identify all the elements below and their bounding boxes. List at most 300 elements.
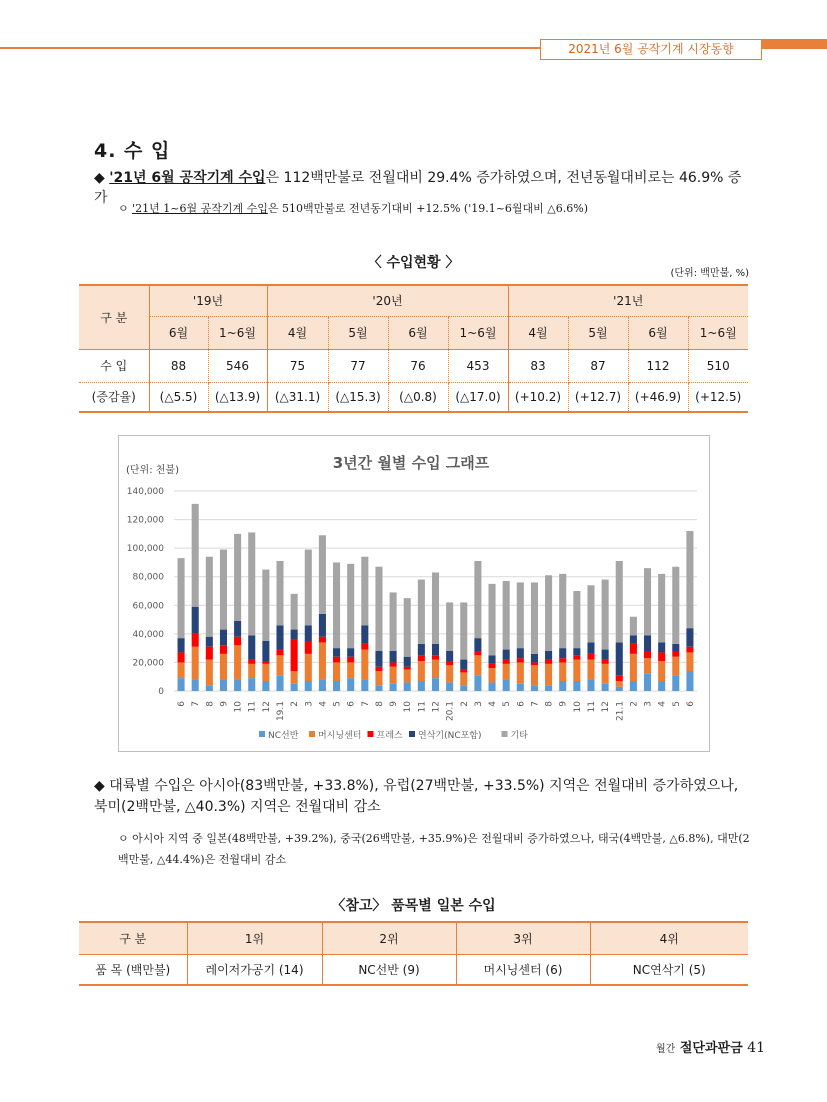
chart-bar-segment	[206, 637, 213, 647]
chart-bar-segment	[672, 651, 679, 657]
chart-bar-segment	[573, 655, 580, 659]
chart-bar-segment	[489, 655, 496, 664]
chart-bar-segment	[460, 685, 467, 691]
chart-bar-segment	[658, 661, 665, 681]
chart-bar-segment	[531, 582, 538, 653]
chart-bar-segment	[474, 655, 481, 675]
chart-bar-segment	[404, 657, 411, 667]
chart-bar-segment	[616, 675, 623, 681]
chart-bar-segment	[206, 685, 213, 691]
chart-bar-segment	[474, 561, 481, 638]
chart-bar-segment	[234, 534, 241, 621]
chart-x-tick: 12	[601, 701, 612, 713]
chart-bar-segment	[517, 658, 524, 662]
region-bullet	[94, 776, 754, 818]
chart-x-tick: 4	[488, 701, 499, 707]
chart-bar-segment	[418, 655, 425, 661]
chart-bar-segment	[559, 574, 566, 648]
table-cell: 83	[508, 349, 568, 382]
table-cell: (△5.5)	[149, 382, 208, 412]
chart-bar-segment	[178, 558, 185, 638]
chart-bar-segment	[531, 665, 538, 685]
chart-bar-segment	[390, 684, 397, 691]
chart-title: 3년간 월별 수입 그래프	[332, 454, 490, 472]
period-header: 1~6월	[448, 316, 508, 349]
chart-bar-segment	[658, 681, 665, 691]
chart-bar-segment	[276, 675, 283, 691]
table-cell: (△31.1)	[267, 382, 328, 412]
section-title: 4. 수 입	[94, 140, 171, 162]
japan-table-header: 3위	[456, 922, 590, 954]
chart-bar-segment	[644, 658, 651, 674]
chart-x-tick: 7	[530, 701, 541, 707]
region-sub-bullet	[118, 828, 758, 870]
chart-bar-segment	[319, 614, 326, 637]
table-cell: 453	[448, 349, 508, 382]
header-tab-shape	[762, 39, 827, 49]
summary-highlight: '21년 6월 공작기계 수입	[109, 170, 266, 186]
chart-bar-segment	[276, 625, 283, 649]
table-cell: (△0.8)	[388, 382, 448, 412]
chart-bar-segment	[390, 592, 397, 651]
chart-x-tick: 12	[431, 701, 442, 713]
japan-table-header: 4위	[590, 922, 748, 954]
chart-bar-segment	[347, 648, 354, 657]
chart-x-tick: 8	[544, 701, 555, 707]
year-header: '19년	[149, 285, 267, 316]
chart-bar-segment	[291, 684, 298, 691]
japan-table-header: 2위	[322, 922, 456, 954]
chart-bar-segment	[474, 675, 481, 691]
chart-bar-segment	[517, 582, 524, 648]
chart-bar-segment	[206, 660, 213, 686]
chart-bar-segment	[333, 562, 340, 648]
legend-swatch	[368, 731, 374, 737]
chart-y-tick: 100,000	[126, 544, 164, 555]
chart-bar-segment	[573, 681, 580, 691]
diamond-bullet-icon: ◆	[94, 778, 105, 794]
chart-bar-segment	[446, 682, 453, 691]
chart-bar-segment	[262, 661, 269, 664]
chart-bar-segment	[686, 652, 693, 671]
chart-x-tick: 7	[360, 701, 371, 707]
table-cell: 88	[149, 349, 208, 382]
chart-bar-segment	[489, 664, 496, 668]
table-cell: (△15.3)	[328, 382, 388, 412]
period-header: 4월	[508, 316, 568, 349]
summary-sub-bullet	[118, 200, 588, 216]
table-corner: 구 분	[79, 285, 149, 349]
chart-x-tick: 8	[374, 701, 385, 707]
row-label: 수 입	[79, 349, 149, 382]
table-cell: (+12.5)	[688, 382, 748, 412]
chart-x-tick: 11	[586, 701, 597, 713]
chart-bar-segment	[418, 661, 425, 681]
chart-bar-segment	[545, 664, 552, 685]
chart-bar-segment	[319, 680, 326, 691]
year-header: '21년	[508, 285, 748, 316]
chart-bar-segment	[404, 667, 411, 670]
japan-table-title: 〈참고〉 품목별 일본 수입	[331, 898, 496, 914]
chart-y-tick: 40,000	[132, 629, 164, 640]
chart-bar-segment	[460, 602, 467, 659]
legend-label: 프레스	[376, 731, 403, 741]
chart-bar-segment	[432, 678, 439, 691]
chart-bar-segment	[432, 660, 439, 679]
chart-bar-segment	[234, 680, 241, 691]
chart-bar-segment	[545, 575, 552, 651]
table-cell: (△13.9)	[208, 382, 267, 412]
chart-bar-segment	[333, 648, 340, 657]
chart-y-tick: 80,000	[132, 572, 164, 583]
chart-bar-segment	[234, 645, 241, 679]
period-header: 4월	[267, 316, 328, 349]
chart-bar-segment	[503, 660, 510, 664]
table-cell: 75	[267, 349, 328, 382]
chart-x-tick: 2	[459, 701, 470, 707]
page-number: 41	[747, 1040, 765, 1056]
japan-table-cell: 품 목 (백만불)	[79, 954, 187, 985]
chart-bar-segment	[390, 662, 397, 666]
table-cell: (△17.0)	[448, 382, 508, 412]
japan-import-table	[79, 921, 748, 986]
chart-bar-segment	[489, 682, 496, 691]
legend-swatch	[409, 731, 415, 737]
chart-bar-segment	[305, 625, 312, 641]
chart-x-tick: 3	[643, 701, 654, 707]
chart-bar-segment	[587, 642, 594, 653]
chart-bar-segment	[602, 664, 609, 684]
chart-y-label: (단위: 천불)	[126, 465, 179, 476]
import-table-title: 〈 수입현황 〉	[367, 255, 460, 271]
summary-text: 은 112백만불로 전월대비 29.4% 증가하였으며, 전년동월대비로는 46.9% 증가	[94, 170, 742, 206]
chart-bar-segment	[545, 651, 552, 660]
period-header: 5월	[568, 316, 628, 349]
chart-bar-segment	[178, 652, 185, 662]
chart-bar-segment	[602, 660, 609, 664]
chart-bar-segment	[559, 662, 566, 681]
circle-bullet-icon: ㅇ	[118, 832, 129, 845]
chart-x-tick: 4	[318, 701, 329, 707]
period-header: 6월	[628, 316, 688, 349]
chart-bar-segment	[361, 557, 368, 626]
chart-x-tick: 12	[261, 701, 272, 713]
chart-x-tick: 6	[516, 701, 527, 707]
chart-bar-segment	[291, 630, 298, 640]
chart-bar-segment	[630, 635, 637, 644]
chart-bar-segment	[672, 644, 679, 651]
monthly-import-chart	[118, 435, 710, 752]
chart-bar-segment	[446, 661, 453, 665]
chart-x-tick: 3	[304, 701, 315, 707]
chart-bar-segment	[658, 574, 665, 643]
chart-bar-segment	[276, 561, 283, 625]
chart-bar-segment	[234, 621, 241, 637]
table-cell: 112	[628, 349, 688, 382]
japan-table-cell: 레이저가공기 (14)	[187, 954, 322, 985]
chart-x-tick: 6	[346, 701, 357, 707]
chart-bar-segment	[474, 638, 481, 651]
chart-bar-segment	[361, 644, 368, 650]
region-sub-text: 아시아 지역 중 일본(48백만불, +39.2%), 중국(26백만불, +35.9%)은 전월대비 증가하였으나, 태국(4백만불, △6.8%), 대만(2백만불, △44.4%)은 전월대비 감소	[118, 832, 750, 866]
chart-bar-segment	[489, 668, 496, 682]
chart-bar-segment	[686, 647, 693, 653]
chart-bar-segment	[573, 591, 580, 648]
chart-y-tick: 120,000	[126, 515, 164, 526]
chart-bar-segment	[658, 652, 665, 661]
chart-bar-segment	[517, 648, 524, 658]
chart-bar-segment	[262, 570, 269, 641]
chart-bar-segment	[489, 584, 496, 655]
legend-label: NC선반	[268, 731, 299, 741]
japan-table-cell: NC선반 (9)	[322, 954, 456, 985]
chart-bar-segment	[602, 684, 609, 691]
diamond-bullet-icon: ◆	[94, 170, 105, 186]
chart-bar-segment	[432, 572, 439, 643]
chart-x-tick: 6	[177, 701, 188, 707]
table-cell: 87	[568, 349, 628, 382]
chart-bar-segment	[333, 681, 340, 691]
chart-y-tick: 20,000	[132, 658, 164, 669]
chart-bar-segment	[630, 644, 637, 654]
chart-bar-segment	[375, 671, 382, 685]
chart-bar-segment	[361, 650, 368, 680]
legend-label: 머시닝센터	[318, 731, 362, 741]
chart-x-tick: 10	[403, 701, 414, 713]
chart-bar-segment	[178, 678, 185, 691]
chart-bar-segment	[375, 651, 382, 667]
chart-bar-segment	[375, 667, 382, 671]
chart-bar-segment	[319, 642, 326, 679]
chart-bar-segment	[305, 681, 312, 691]
table-cell: (+12.7)	[568, 382, 628, 412]
chart-bar-segment	[686, 531, 693, 628]
chart-bar-segment	[503, 680, 510, 691]
chart-bar-segment	[418, 681, 425, 691]
chart-bar-segment	[305, 654, 312, 681]
chart-bar-segment	[630, 617, 637, 636]
legend-swatch	[309, 731, 315, 737]
chart-bar-segment	[630, 654, 637, 681]
chart-bar-segment	[672, 657, 679, 676]
chart-bar-segment	[319, 535, 326, 614]
table-cell: (+10.2)	[508, 382, 568, 412]
chart-bar-segment	[644, 651, 651, 658]
chart-x-tick: 6	[685, 701, 696, 707]
chart-bar-segment	[347, 657, 354, 663]
chart-x-tick: 21.1	[615, 701, 626, 722]
chart-bar-segment	[404, 598, 411, 657]
chart-bar-segment	[446, 602, 453, 651]
table-cell: 76	[388, 349, 448, 382]
period-header: 6월	[388, 316, 448, 349]
chart-y-tick: 60,000	[132, 601, 164, 612]
chart-bar-segment	[248, 660, 255, 664]
chart-x-tick: 9	[389, 701, 400, 707]
chart-bar-segment	[234, 637, 241, 646]
chart-x-tick: 5	[671, 701, 682, 707]
chart-bar-segment	[375, 685, 382, 691]
japan-table-cell: 머시닝센터 (6)	[456, 954, 590, 985]
chart-x-tick: 20.1	[445, 701, 456, 722]
chart-bar-segment	[305, 550, 312, 626]
chart-bar-segment	[291, 594, 298, 630]
chart-bar-segment	[602, 650, 609, 660]
chart-bar-segment	[347, 564, 354, 648]
chart-bar-segment	[432, 644, 439, 655]
chart-bar-segment	[630, 681, 637, 691]
chart-bar-segment	[220, 645, 227, 654]
legend-label: 기타	[510, 731, 528, 741]
sub-highlight: '21년 1~6월 공작기계 수입	[132, 202, 268, 215]
chart-bar-segment	[587, 660, 594, 680]
chart-bar-segment	[446, 665, 453, 682]
chart-bar-segment	[192, 647, 199, 680]
chart-x-tick: 4	[657, 701, 668, 707]
chart-bar-segment	[262, 664, 269, 681]
header-title: 2021년 6월 공작기계 시장동향	[540, 39, 762, 60]
chart-x-tick: 2	[290, 701, 301, 707]
chart-x-tick: 11	[417, 701, 428, 713]
chart-bar-segment	[291, 671, 298, 684]
chart-bar-segment	[248, 664, 255, 678]
chart-bar-segment	[333, 657, 340, 663]
chart-bar-segment	[319, 637, 326, 643]
chart-bar-segment	[361, 625, 368, 644]
chart-bar-segment	[517, 662, 524, 683]
period-header: 6월	[149, 316, 208, 349]
import-status-table	[79, 284, 748, 413]
circle-bullet-icon: ㅇ	[118, 202, 129, 215]
chart-bar-segment	[404, 670, 411, 683]
chart-bar-segment	[602, 580, 609, 650]
chart-bar-segment	[559, 658, 566, 662]
chart-bar-segment	[248, 532, 255, 635]
import-table-unit: (단위: 백만불, %)	[670, 268, 749, 279]
period-header: 1~6월	[688, 316, 748, 349]
chart-bar-segment	[503, 581, 510, 650]
chart-bar-segment	[503, 664, 510, 680]
chart-bar-segment	[206, 557, 213, 637]
chart-x-tick: 10	[572, 701, 583, 713]
chart-bar-segment	[192, 634, 199, 647]
chart-bar-segment	[531, 654, 538, 663]
chart-bar-segment	[375, 567, 382, 651]
chart-bar-segment	[291, 640, 298, 671]
chart-bar-segment	[178, 662, 185, 678]
table-cell: (+46.9)	[628, 382, 688, 412]
chart-bar-segment	[192, 607, 199, 634]
table-cell: 510	[688, 349, 748, 382]
chart-bar-segment	[347, 678, 354, 691]
footer-magazine: 절단과판금	[679, 1041, 743, 1056]
row-label: (증감율)	[79, 382, 149, 412]
japan-table-header: 구 분	[79, 922, 187, 954]
chart-bar-segment	[545, 685, 552, 691]
chart-bar-segment	[503, 650, 510, 660]
chart-bar-segment	[248, 635, 255, 659]
chart-x-tick: 2	[629, 701, 640, 707]
chart-bar-segment	[686, 671, 693, 691]
chart-bar-segment	[206, 647, 213, 660]
chart-bar-segment	[418, 644, 425, 655]
japan-table-cell: NC연삭기 (5)	[590, 954, 748, 985]
chart-bar-segment	[432, 655, 439, 659]
page-footer	[656, 1037, 765, 1056]
chart-bar-segment	[361, 680, 368, 691]
period-header: 5월	[328, 316, 388, 349]
chart-bar-segment	[390, 651, 397, 662]
chart-bar-segment	[220, 630, 227, 646]
period-header: 1~6월	[208, 316, 267, 349]
chart-x-tick: 8	[205, 701, 216, 707]
chart-bar-segment	[616, 642, 623, 675]
chart-bar-segment	[587, 585, 594, 642]
legend-swatch	[502, 731, 508, 737]
chart-bar-segment	[220, 550, 227, 630]
chart-bar-segment	[390, 667, 397, 684]
chart-x-tick: 19.1	[276, 701, 287, 722]
chart-bar-segment	[460, 670, 467, 673]
chart-bar-segment	[192, 680, 199, 691]
chart-x-tick: 11	[247, 701, 258, 713]
chart-bar-segment	[559, 648, 566, 658]
chart-bar-segment	[276, 655, 283, 675]
chart-bar-segment	[276, 650, 283, 656]
chart-bar-segment	[192, 504, 199, 607]
chart-bar-segment	[531, 662, 538, 665]
chart-bar-segment	[587, 654, 594, 660]
chart-bar-segment	[686, 628, 693, 647]
chart-bar-segment	[587, 680, 594, 691]
chart-x-tick: 9	[558, 701, 569, 707]
chart-y-tick: 140,000	[126, 487, 164, 497]
footer-magazine-small: 월간	[655, 1044, 676, 1055]
chart-bar-segment	[178, 638, 185, 652]
chart-x-tick: 10	[233, 701, 244, 713]
chart-x-tick: 5	[502, 701, 513, 707]
chart-y-tick: 0	[158, 687, 164, 697]
chart-bar-segment	[672, 675, 679, 691]
chart-bar-segment	[573, 648, 580, 655]
chart-svg	[119, 436, 709, 751]
chart-bar-segment	[573, 660, 580, 681]
chart-x-tick: 5	[332, 701, 343, 707]
chart-bar-segment	[404, 682, 411, 691]
sub-text: 은 510백만불로 전년동기대비 +12.5% ('19.1~6월대비 △6.6%)	[267, 202, 588, 215]
chart-bar-segment	[333, 662, 340, 681]
chart-bar-segment	[658, 642, 665, 652]
chart-bar-segment	[418, 580, 425, 644]
chart-bar-segment	[545, 660, 552, 664]
legend-swatch	[259, 731, 265, 737]
chart-x-tick: 7	[191, 701, 202, 707]
japan-table-header: 1위	[187, 922, 322, 954]
legend-label: 연삭기(NC포함)	[418, 731, 482, 741]
chart-bar-segment	[220, 654, 227, 680]
chart-bar-segment	[531, 685, 538, 691]
chart-bar-segment	[446, 651, 453, 661]
chart-bar-segment	[347, 662, 354, 678]
chart-bar-segment	[262, 641, 269, 661]
chart-bar-segment	[616, 561, 623, 642]
chart-bar-segment	[460, 672, 467, 685]
chart-bar-segment	[644, 568, 651, 635]
chart-bar-segment	[616, 681, 623, 687]
chart-x-tick: 9	[219, 701, 230, 707]
chart-bar-segment	[616, 687, 623, 691]
chart-bar-segment	[644, 674, 651, 691]
